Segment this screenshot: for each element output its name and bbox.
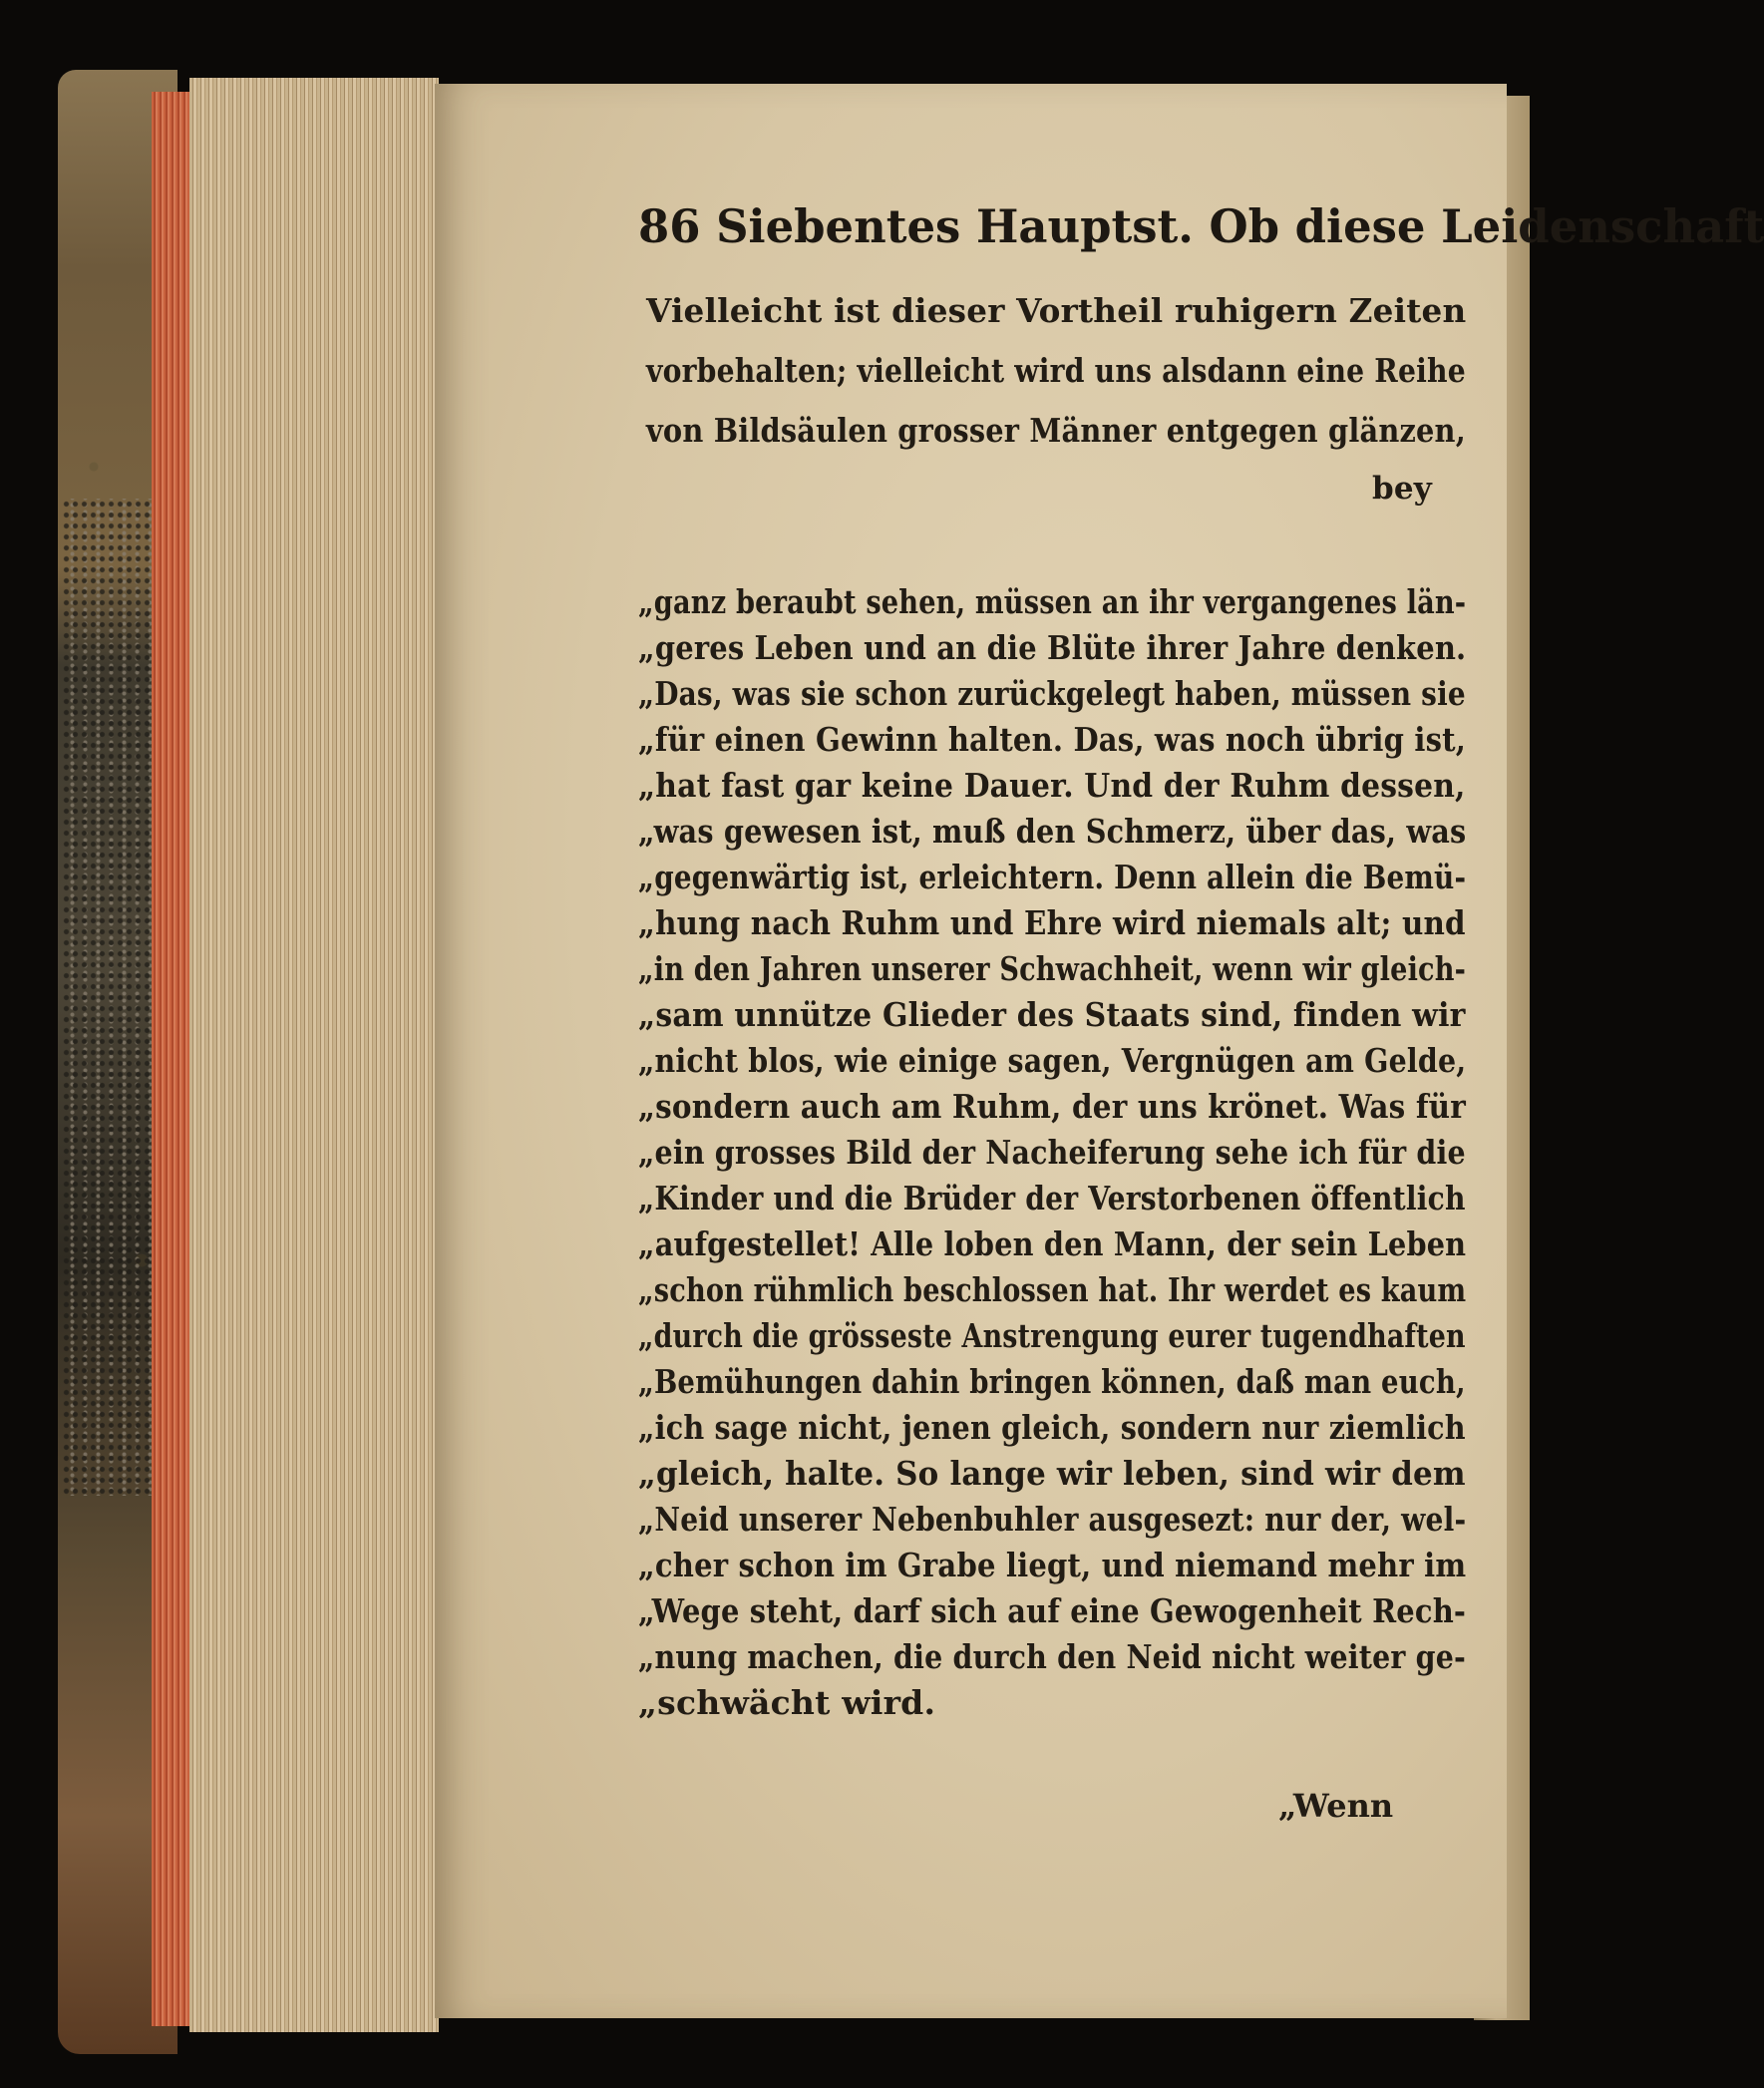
running-head	[638, 199, 1764, 253]
text-line: „sam unnütze Glieder des Staats sind, finden wir	[638, 995, 1466, 1034]
text-line: „schwächt wird.	[638, 1683, 936, 1722]
text-line: „nung machen, die durch den Neid nicht weiter ge-	[638, 1637, 1467, 1676]
text-line: „Wege steht, darf sich auf eine Gewogenheit Rech-	[638, 1591, 1467, 1630]
text-line: „nicht blos, wie einige sagen, Vergnügen am Gelde,	[638, 1041, 1467, 1080]
text-line: „Bemühungen dahin bringen können, daß man euch,	[638, 1362, 1466, 1401]
text-line: „ich sage nicht, jenen gleich, sondern nur ziemlich	[638, 1408, 1466, 1447]
marbled-cover	[62, 499, 162, 1496]
running-title: Siebentes Hauptst. Ob diese Leidenschaft	[716, 199, 1764, 253]
text-line: „ein grosses Bild der Nacheiferung sehe ich für die	[638, 1133, 1466, 1172]
text-line: „was gewesen ist, muß den Schmerz, über das, was	[638, 812, 1467, 851]
text-line: vorbehalten; vielleicht wird uns alsdann eine Reihe	[646, 351, 1466, 390]
text-line: bey	[1372, 471, 1433, 507]
red-page-edge	[152, 92, 191, 2026]
text-line: „sondern auch am Ruhm, der uns krönet. Was für	[638, 1087, 1466, 1126]
text-line: Vielleicht ist dieser Vortheil ruhigern Zeiten	[646, 291, 1467, 330]
text-line: „gleich, halte. So lange wir leben, sind wir dem	[638, 1454, 1466, 1493]
text-line: „für einen Gewinn halten. Das, was noch übrig ist,	[638, 720, 1466, 759]
page-number: 86	[638, 199, 701, 253]
text-line: von Bildsäulen grosser Männer entgegen glänzen,	[646, 411, 1466, 450]
text-line: „Neid unserer Nebenbuhler ausgesezt: nur der, wel-	[638, 1500, 1467, 1539]
text-line: „schon rühmlich beschlossen hat. Ihr werdet es kaum	[638, 1270, 1467, 1309]
text-line: „durch die grösseste Anstrengung eurer tugendhaften	[638, 1316, 1466, 1355]
text-line: „ganz beraubt sehen, müssen an ihr vergangenes län-	[638, 582, 1467, 621]
text-line: „Kinder und die Brüder der Verstorbenen öffentlich	[638, 1179, 1466, 1218]
text-line: „cher schon im Grabe liegt, und niemand mehr im	[638, 1546, 1467, 1584]
text-line: „hung nach Ruhm und Ehre wird niemals alt; und	[638, 903, 1466, 942]
text-line: „geres Leben und an die Blüte ihrer Jahre denken.	[638, 628, 1467, 667]
text-line: „gegenwärtig ist, erleichtern. Denn allein die Bemü-	[638, 858, 1467, 896]
catchword: „Wenn	[1278, 1787, 1394, 1825]
page-stack	[189, 78, 439, 2032]
text-line: „Das, was sie schon zurückgelegt haben, müssen sie	[638, 674, 1466, 713]
text-line: „in den Jahren unserer Schwachheit, wenn wir gleich-	[638, 949, 1467, 988]
text-line: „hat fast gar keine Dauer. Und der Ruhm dessen,	[638, 766, 1466, 805]
text-line: „aufgestellet! Alle loben den Mann, der sein Leben	[638, 1224, 1467, 1263]
